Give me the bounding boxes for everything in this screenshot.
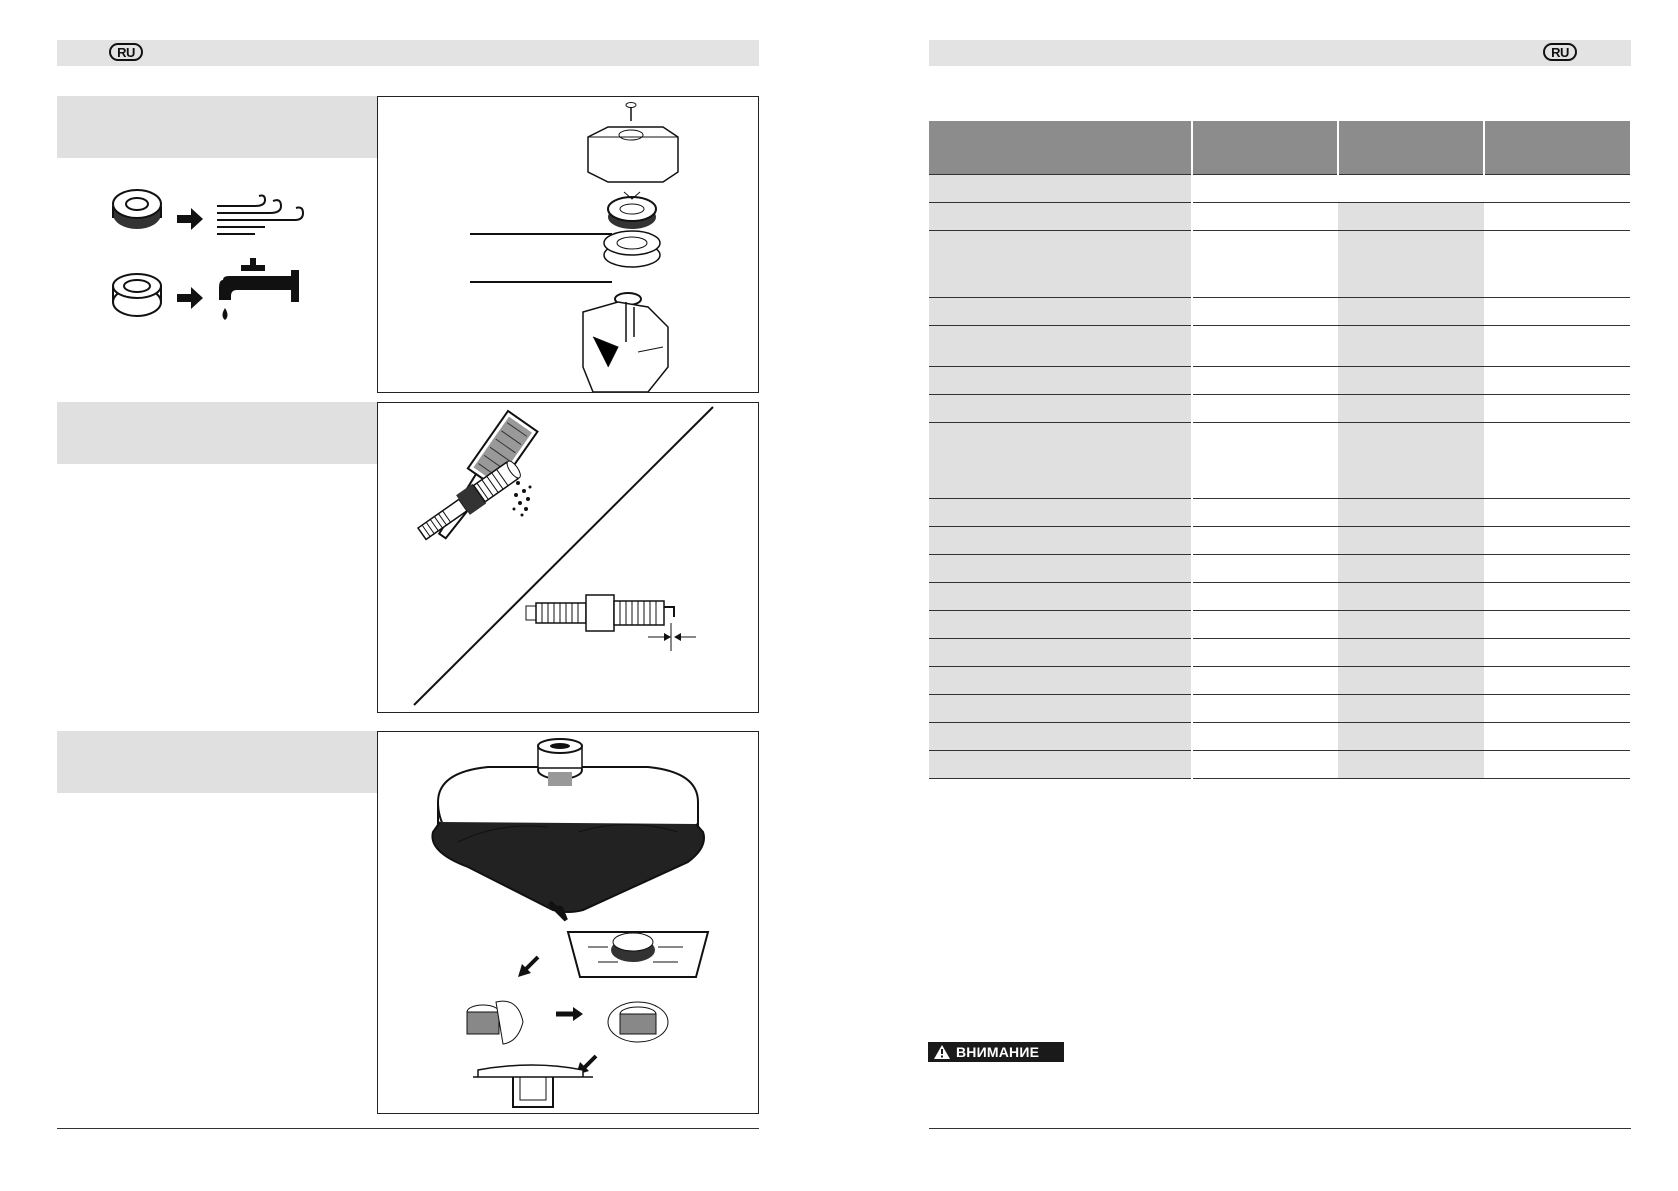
- warning-text: ВНИМАНИЕ: [956, 1044, 1040, 1060]
- table-row: [929, 638, 1630, 666]
- table-cell: [1192, 174, 1630, 202]
- table-row: [929, 394, 1630, 422]
- arrow-right-icon: [177, 287, 203, 309]
- table-row: [929, 366, 1630, 394]
- table-row: [929, 174, 1630, 202]
- filter-element-icon: [113, 190, 161, 229]
- air-blow-icon: [217, 196, 303, 235]
- air-filter-section-heading: [57, 96, 377, 158]
- table-row: [929, 750, 1630, 778]
- table-row: [929, 722, 1630, 750]
- table-header-cell: [1484, 121, 1630, 174]
- warning-triangle-icon: [934, 1045, 950, 1059]
- table-row: [929, 498, 1630, 526]
- air-filter-icons: [105, 180, 305, 340]
- left-footer-line: [57, 1128, 759, 1129]
- water-tap-icon: [219, 258, 299, 320]
- spark-plug-section-heading: [57, 402, 377, 464]
- right-footer-line: [929, 1128, 1631, 1129]
- table-row: [929, 694, 1630, 722]
- table-row: [929, 610, 1630, 638]
- table-row: [929, 582, 1630, 610]
- right-lang-badge: RU: [1543, 43, 1577, 61]
- table-row: [929, 526, 1630, 554]
- fuel-filter-section-heading: [57, 731, 377, 793]
- table-header-cell: [929, 121, 1192, 174]
- table-header-row: [929, 121, 1630, 174]
- warning-label: [928, 1042, 1064, 1062]
- table-header-cell: [1192, 121, 1338, 174]
- table-row: [929, 666, 1630, 694]
- foam-element-icon: [113, 274, 161, 316]
- table-row: [929, 297, 1630, 325]
- left-lang-badge: RU: [109, 43, 143, 61]
- table-row: [929, 554, 1630, 582]
- left-header-bar: [57, 40, 759, 66]
- fuel-filter-diagram: [377, 731, 759, 1114]
- table-cell: [929, 174, 1192, 202]
- table-header-cell: [1338, 121, 1484, 174]
- table-row: [929, 230, 1630, 297]
- table-row: [929, 422, 1630, 498]
- spark-plug-diagram: [377, 402, 759, 713]
- table-row: [929, 202, 1630, 230]
- maintenance-schedule-table: [929, 121, 1630, 779]
- right-header-bar: [929, 40, 1631, 66]
- arrow-right-icon: [177, 208, 203, 230]
- table-row: [929, 325, 1630, 366]
- air-filter-diagram: [377, 96, 759, 393]
